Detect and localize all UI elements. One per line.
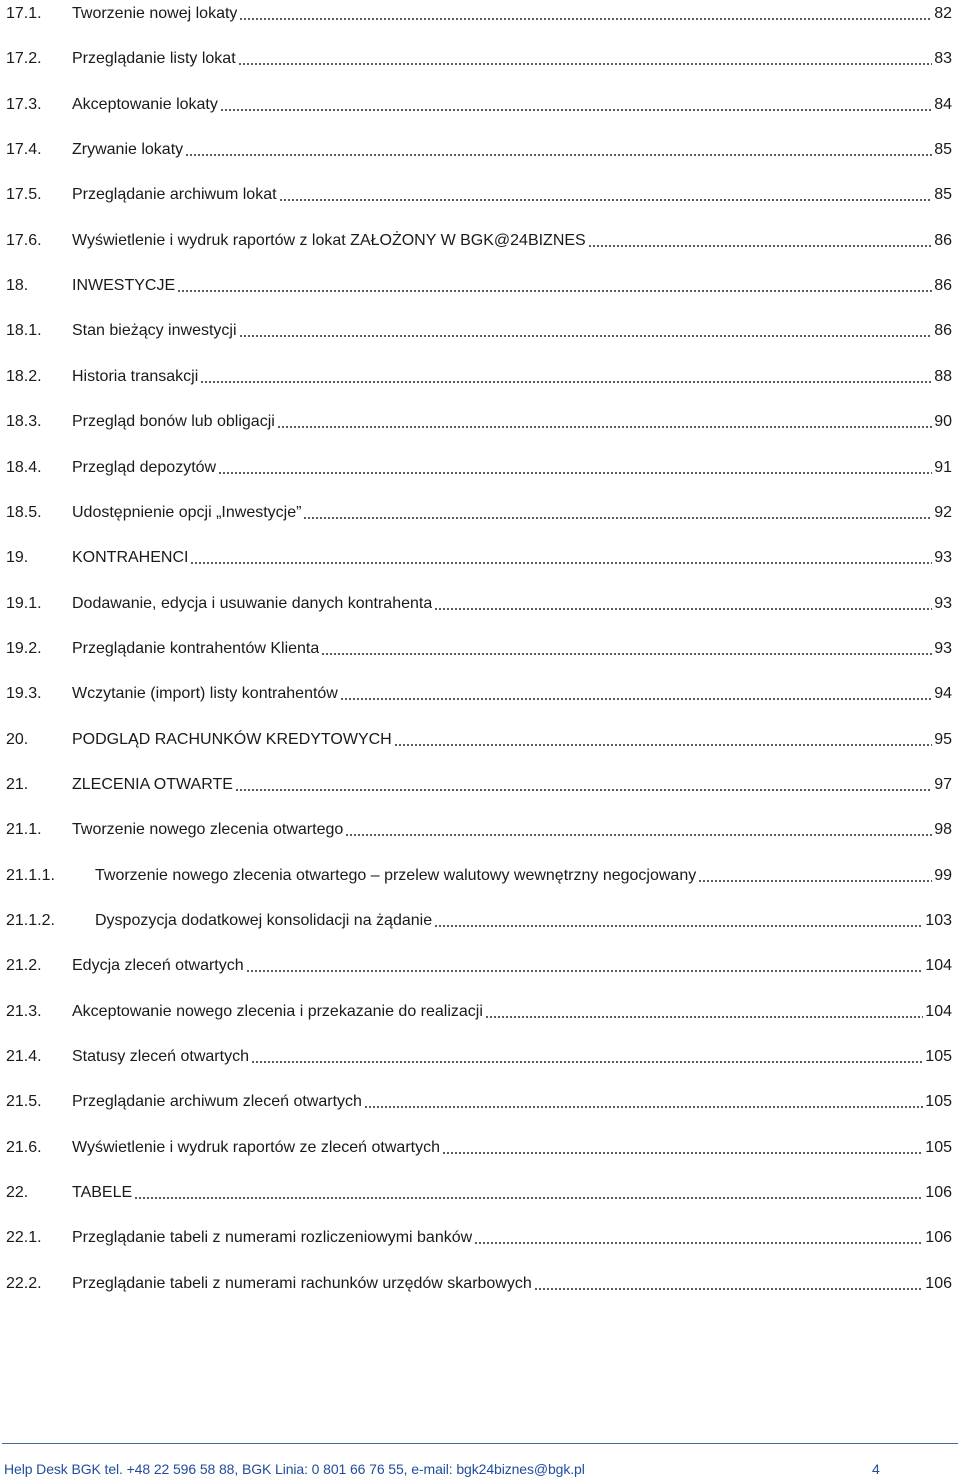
toc-entry-number: 18.2. [6, 368, 42, 385]
toc-dot-leader [442, 1138, 923, 1158]
toc-entry[interactable] [6, 454, 952, 478]
toc-entry-title: Tworzenie nowej lokaty [72, 5, 238, 22]
toc-entry[interactable] [6, 635, 952, 659]
toc-entry-number: 18. [6, 277, 29, 294]
toc-entry-page: 90 [934, 413, 952, 430]
toc-entry-title: Przeglądanie tabeli z numerami rachunków urzędów skarbowych [72, 1275, 532, 1292]
toc-dot-leader [340, 684, 932, 704]
toc-dot-leader [200, 367, 932, 387]
toc-entry-page: 99 [934, 867, 952, 884]
toc-entry-page: 83 [934, 50, 952, 67]
toc-entry-number: 21.5. [6, 1093, 42, 1110]
toc-entry-number: 21.2. [6, 957, 42, 974]
toc-entry[interactable] [6, 317, 952, 341]
toc-entry-number: 19. [6, 549, 29, 566]
toc-dot-leader [134, 1183, 923, 1203]
toc-dot-leader [220, 95, 932, 115]
toc-entry-title: Edycja zleceń otwartych [72, 957, 244, 974]
toc-entry[interactable] [6, 499, 952, 523]
toc-dot-leader [185, 140, 932, 160]
toc-dot-leader [277, 412, 932, 432]
toc-entry-number: 18.1. [6, 322, 42, 339]
toc-entry-title: Przeglądanie tabeli z numerami rozliczeniowymi banków [72, 1229, 473, 1246]
toc-entry-page: 91 [934, 459, 952, 476]
footer-divider [2, 1443, 958, 1444]
page-footer [0, 1443, 958, 1482]
toc-dot-leader [321, 639, 932, 659]
toc-entry-title: Wczytanie (import) listy kontrahentów [72, 685, 338, 702]
toc-entry-number: 21.1. [6, 821, 42, 838]
toc-dot-leader [246, 956, 924, 976]
toc-dot-leader [235, 775, 932, 795]
toc-entry[interactable] [6, 907, 952, 931]
toc-entry-page: 106 [925, 1275, 952, 1292]
toc-entry-number: 21.1.2. [6, 912, 55, 929]
toc-entry-page: 98 [934, 821, 952, 838]
toc-entry[interactable] [6, 1088, 952, 1112]
toc-entry[interactable] [6, 0, 952, 24]
toc-entry-number: 21.1.1. [6, 867, 55, 884]
toc-entry-number: 22.2. [6, 1275, 42, 1292]
toc-dot-leader [190, 548, 932, 568]
toc-entry-title: Tworzenie nowego zlecenia otwartego – przelew walutowy wewnętrzny negocjowany [95, 867, 697, 884]
toc-entry-page: 106 [925, 1229, 952, 1246]
toc-entry-page: 86 [934, 232, 952, 249]
toc-dot-leader [474, 1228, 923, 1248]
toc-entry-number: 20. [6, 731, 29, 748]
toc-entry[interactable] [6, 680, 952, 704]
toc-dot-leader [279, 185, 933, 205]
toc-dot-leader [534, 1274, 924, 1294]
toc-entry-page: 103 [925, 912, 952, 929]
toc-entry-number: 17.5. [6, 186, 42, 203]
toc-entry-title: Statusy zleceń otwartych [72, 1048, 249, 1065]
toc-entry-number: 17.1. [6, 5, 42, 22]
toc-entry-page: 86 [934, 322, 952, 339]
toc-entry[interactable] [6, 1224, 952, 1248]
toc-dot-leader [588, 231, 932, 251]
toc-entry-title: Przeglądanie kontrahentów Klienta [72, 640, 320, 657]
toc-entry-page: 82 [934, 5, 952, 22]
toc-entry[interactable] [6, 227, 952, 251]
toc-entry-page: 105 [925, 1139, 952, 1156]
toc-entry-number: 22.1. [6, 1229, 42, 1246]
toc-dot-leader [364, 1092, 923, 1112]
toc-dot-leader [239, 321, 933, 341]
toc-entry-page: 93 [934, 549, 952, 566]
toc-entry[interactable] [6, 136, 952, 160]
toc-entry-title: Przegląd bonów lub obligacji [72, 413, 275, 430]
toc-dot-leader [251, 1047, 923, 1067]
toc-entry-number: 21.4. [6, 1048, 42, 1065]
toc-dot-leader [238, 49, 933, 69]
toc-entry[interactable] [6, 45, 952, 69]
toc-entry[interactable] [6, 1134, 952, 1158]
toc-entry-number: 19.1. [6, 595, 42, 612]
toc-entry[interactable] [6, 862, 952, 886]
toc-entry-number: 19.3. [6, 685, 42, 702]
toc-entry-page: 86 [934, 277, 952, 294]
toc-entry-number: 18.3. [6, 413, 42, 430]
toc-entry-page: 97 [934, 776, 952, 793]
toc-entry-number: 17.3. [6, 96, 42, 113]
toc-entry-title: KONTRAHENCI [72, 549, 189, 566]
toc-entry-page: 92 [934, 504, 952, 521]
toc-entry-page: 104 [925, 1003, 952, 1020]
toc-entry-page: 106 [925, 1184, 952, 1201]
toc-entry[interactable] [6, 1270, 952, 1294]
toc-entry-number: 17.6. [6, 232, 42, 249]
toc-entry-title: PODGLĄD RACHUNKÓW KREDYTOWYCH [72, 731, 392, 748]
toc-entry[interactable] [6, 408, 952, 432]
toc-entry-title: Dodawanie, edycja i usuwanie danych kontrahenta [72, 595, 433, 612]
toc-entry-title: ZLECENIA OTWARTE [72, 776, 233, 793]
toc-entry-title: Udostępnienie opcji „Inwestycje” [72, 504, 302, 521]
toc-entry[interactable] [6, 590, 952, 614]
toc-entry[interactable] [6, 771, 952, 795]
toc-dot-leader [177, 276, 932, 296]
toc-entry[interactable] [6, 91, 952, 115]
toc-entry-title: Historia transakcji [72, 368, 199, 385]
toc-entry-page: 85 [934, 186, 952, 203]
toc-entry-page: 93 [934, 595, 952, 612]
toc-entry-title: Akceptowanie lokaty [72, 96, 218, 113]
toc-entry-page: 94 [934, 685, 952, 702]
toc-dot-leader [218, 458, 932, 478]
toc-entry-title: Tworzenie nowego zlecenia otwartego [72, 821, 344, 838]
toc-entry-number: 22. [6, 1184, 29, 1201]
toc-entry-title: Przeglądanie archiwum zleceń otwartych [72, 1093, 362, 1110]
toc-dot-leader [345, 820, 932, 840]
toc-entry-title: Akceptowanie nowego zlecenia i przekazanie do realizacji [72, 1003, 483, 1020]
toc-entry-number: 18.4. [6, 459, 42, 476]
toc-entry-page: 95 [934, 731, 952, 748]
footer-page-number: 4 [872, 1461, 880, 1477]
toc-entry-title: INWESTYCJE [72, 277, 176, 294]
toc-entry-title: Stan bieżący inwestycji [72, 322, 237, 339]
toc-entry-title: Wyświetlenie i wydruk raportów ze zleceń otwartych [72, 1139, 440, 1156]
toc-entry-number: 21.3. [6, 1003, 42, 1020]
toc-entry-title: Zrywanie lokaty [72, 141, 184, 158]
toc-entry-page: 93 [934, 640, 952, 657]
toc-entry[interactable] [6, 952, 952, 976]
toc-entry-page: 105 [925, 1048, 952, 1065]
toc-entry-title: Wyświetlenie i wydruk raportów z lokat ZAŁOŻONY W BGK@24BIZNES [72, 232, 586, 249]
footer-contact-text: Help Desk BGK tel. +48 22 596 58 88, BGK Linia: 0 801 66 76 55, e-mail: bgk24biznes@bgk.pl [4, 1461, 585, 1477]
toc-entry-page: 88 [934, 368, 952, 385]
toc-entry-number: 21. [6, 776, 29, 793]
toc-entry-page: 85 [934, 141, 952, 158]
toc-entry-title: Przeglądanie listy lokat [72, 50, 236, 67]
toc-dot-leader [394, 730, 932, 750]
toc-entry-page: 104 [925, 957, 952, 974]
toc-dot-leader [698, 866, 932, 886]
toc-entry-number: 21.6. [6, 1139, 42, 1156]
toc-entry-page: 84 [934, 96, 952, 113]
toc-entry[interactable] [6, 726, 952, 750]
toc-entry[interactable] [6, 363, 952, 387]
toc-entry-title: Przegląd depozytów [72, 459, 217, 476]
toc-dot-leader [485, 1002, 923, 1022]
toc-dot-leader [434, 911, 923, 931]
toc-dot-leader [303, 503, 932, 523]
toc-entry[interactable] [6, 998, 952, 1022]
toc-entry-number: 17.2. [6, 50, 42, 67]
toc-entry-number: 19.2. [6, 640, 42, 657]
toc-entry-title: Dyspozycja dodatkowej konsolidacji na żądanie [95, 912, 433, 929]
toc-entry[interactable] [6, 181, 952, 205]
toc-entry[interactable] [6, 1043, 952, 1067]
toc-entry-title: Przeglądanie archiwum lokat [72, 186, 277, 203]
toc-entry[interactable] [6, 1179, 952, 1203]
toc-entry[interactable] [6, 544, 952, 568]
toc-dot-leader [434, 594, 932, 614]
toc-entry[interactable] [6, 816, 952, 840]
toc-entry-title: TABELE [72, 1184, 133, 1201]
toc-entry-page: 105 [925, 1093, 952, 1110]
toc-dot-leader [239, 4, 932, 24]
toc-entry-number: 18.5. [6, 504, 42, 521]
toc-entry[interactable] [6, 272, 952, 296]
toc-entry-number: 17.4. [6, 141, 42, 158]
